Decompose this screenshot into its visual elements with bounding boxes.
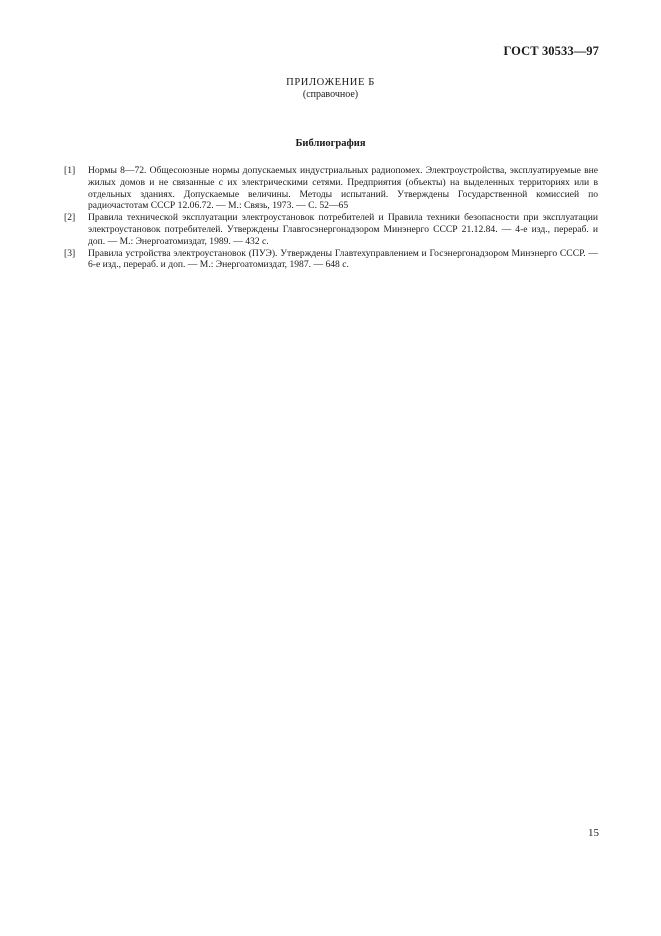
entry-number: [1] xyxy=(64,165,76,176)
page-number: 15 xyxy=(588,827,599,839)
entry-number: [3] xyxy=(64,247,76,259)
bibliography-heading: Библиография xyxy=(295,138,366,149)
appendix-header xyxy=(0,77,661,101)
bibliography-entry xyxy=(64,165,598,212)
entry-number: [2] xyxy=(64,212,76,224)
bibliography-entry xyxy=(64,212,598,247)
bibliography-entry xyxy=(64,248,598,272)
document-code: ГОСТ 30533—97 xyxy=(503,44,599,58)
appendix-subtitle: (справочное) xyxy=(302,89,359,100)
bibliography-list xyxy=(64,165,598,271)
appendix-title: ПРИЛОЖЕНИЕ Б xyxy=(286,77,375,88)
entry-text: Правила технической эксплуатации электроустановок потребителей и Правила техники безопасности при эксплуатации электроустановок потребителей. Утверждены Главгосэнергонадзором Минэнерго СССР 21.12.84. — 4-е изд., перераб. и доп. — М.: Энергоатомиздат, 1989. — 432 с. xyxy=(88,212,598,247)
entry-text: Правила устройства электроустановок (ПУЭ). Утверждены Главтехуправлением и Госэнергонадзором Минэнерго СССР. — 6-е изд., перераб. и доп. — М.: Энергоатомиздат, 1987. — 648 с. xyxy=(88,247,598,271)
entry-text: Нормы 8—72. Общесоюзные нормы допускаемых индустриальных радиопомех. Электроустройства, эксплуатируемые вне жилых домов и не связанные с их электрическими сетями. Предприятия (объекты) на выделенных территориях или в отдельных зданиях. Допускаемые величины. Методы испытаний. Утверждены Государственной комиссией по радиочастотам СССР 12.06.72. — М.: Связь, 1973. — С. 52—65 xyxy=(88,165,598,212)
